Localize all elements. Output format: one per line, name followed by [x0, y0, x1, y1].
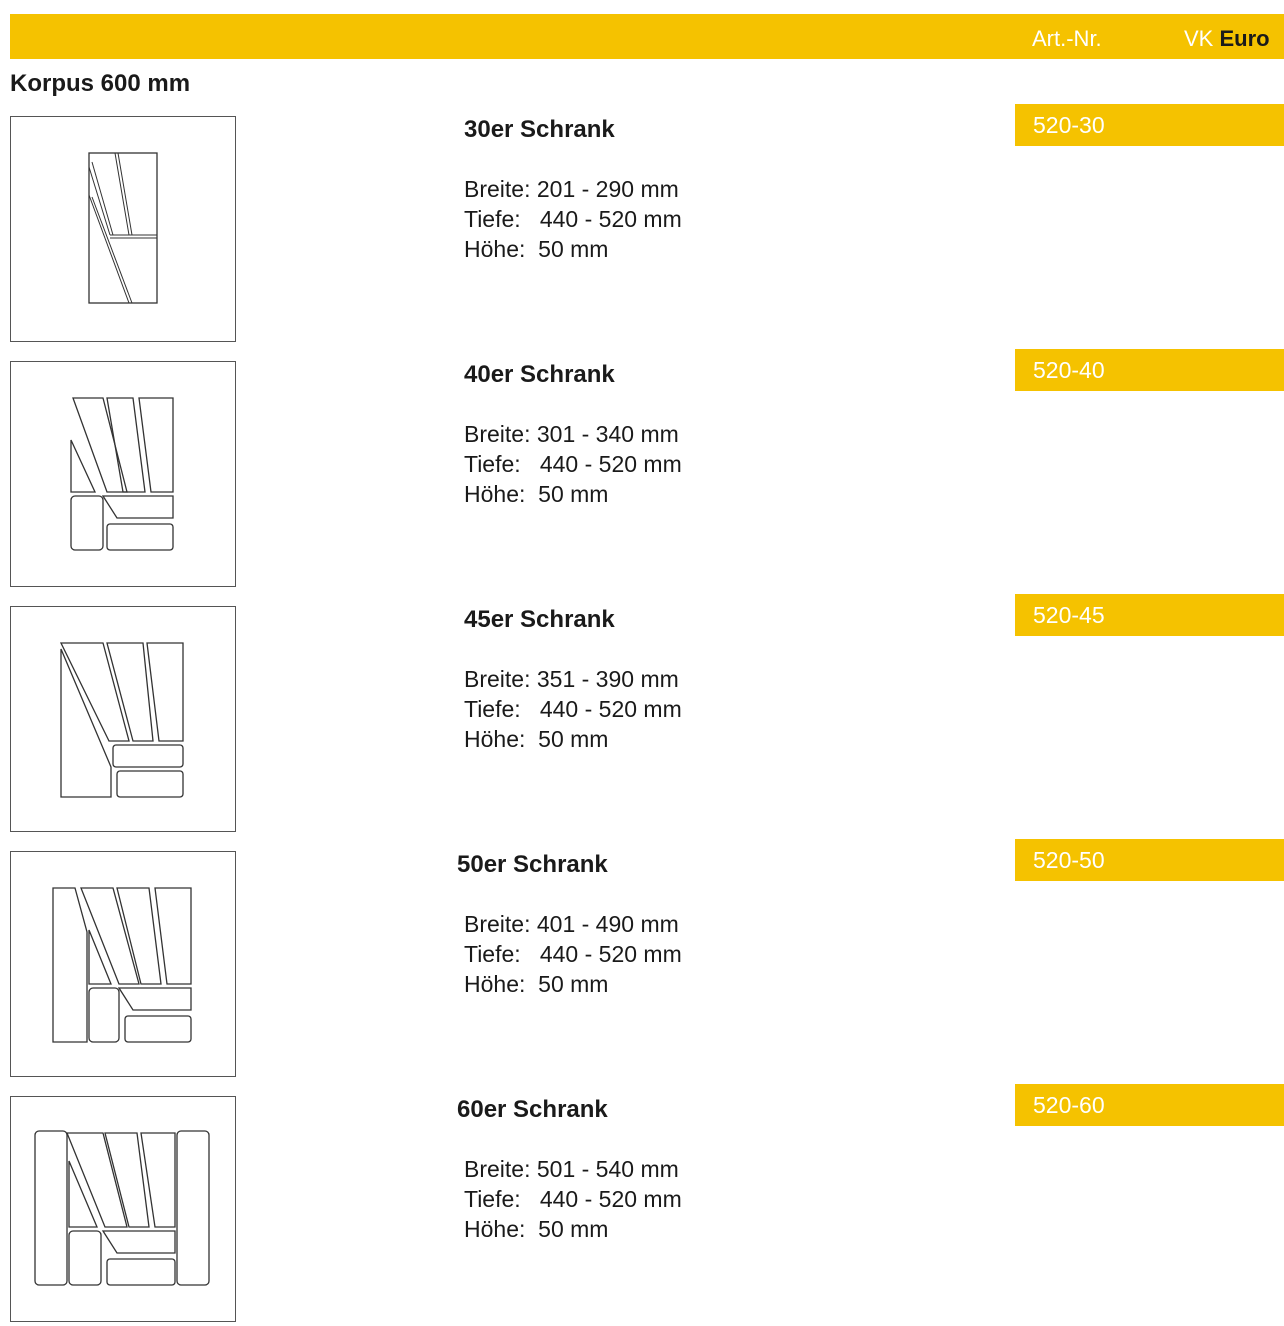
- spec-depth: Tiefe: 440 - 520 mm: [464, 696, 682, 722]
- drawer-insert-40-illustration: [10, 361, 236, 587]
- spec-height: Höhe: 50 mm: [464, 481, 609, 507]
- product-row: [0, 112, 1284, 346]
- drawer-insert-50-illustration: [10, 851, 236, 1077]
- drawer-insert-60-illustration: [10, 1096, 236, 1322]
- article-number: 520-40: [1015, 349, 1284, 391]
- spec-height: Höhe: 50 mm: [464, 236, 609, 262]
- spec-width: Breite: 351 - 390 mm: [464, 666, 679, 692]
- product-name: 50er Schrank: [457, 851, 608, 878]
- drawer-insert-30-illustration: [10, 116, 236, 342]
- product-name: 45er Schrank: [464, 606, 615, 633]
- spec-height: Höhe: 50 mm: [464, 1216, 609, 1242]
- product-specs: [464, 174, 682, 264]
- spec-width: Breite: 501 - 540 mm: [464, 1156, 679, 1182]
- product-row: [0, 602, 1284, 836]
- product-row: [0, 357, 1284, 591]
- spec-depth: Tiefe: 440 - 520 mm: [464, 451, 682, 477]
- spec-width: Breite: 201 - 290 mm: [464, 176, 679, 202]
- spec-width: Breite: 301 - 340 mm: [464, 421, 679, 447]
- spec-depth: Tiefe: 440 - 520 mm: [464, 1186, 682, 1212]
- spec-width: Breite: 401 - 490 mm: [464, 911, 679, 937]
- product-name: 30er Schrank: [464, 116, 615, 143]
- column-header-article-number: Art.-Nr.: [1032, 26, 1102, 51]
- product-row: [0, 1092, 1284, 1326]
- spec-depth: Tiefe: 440 - 520 mm: [464, 206, 682, 232]
- article-number: 520-45: [1015, 594, 1284, 636]
- product-row: [0, 847, 1284, 1081]
- spec-depth: Tiefe: 440 - 520 mm: [464, 941, 682, 967]
- section-title: Korpus 600 mm: [10, 70, 191, 97]
- price-prefix: VK: [1184, 26, 1214, 51]
- article-number: 520-60: [1015, 1084, 1284, 1126]
- product-specs: [464, 1154, 682, 1244]
- product-specs: [464, 909, 682, 999]
- drawer-insert-45-illustration: [10, 606, 236, 832]
- header-bar: [10, 14, 1284, 59]
- product-name: 60er Schrank: [457, 1096, 608, 1123]
- article-number: 520-30: [1015, 104, 1284, 146]
- article-number: 520-50: [1015, 839, 1284, 881]
- column-header-price: [1184, 26, 1270, 52]
- price-currency: Euro: [1219, 26, 1270, 51]
- spec-height: Höhe: 50 mm: [464, 726, 609, 752]
- product-specs: [464, 419, 682, 509]
- spec-height: Höhe: 50 mm: [464, 971, 609, 997]
- product-specs: [464, 664, 682, 754]
- product-name: 40er Schrank: [464, 361, 615, 388]
